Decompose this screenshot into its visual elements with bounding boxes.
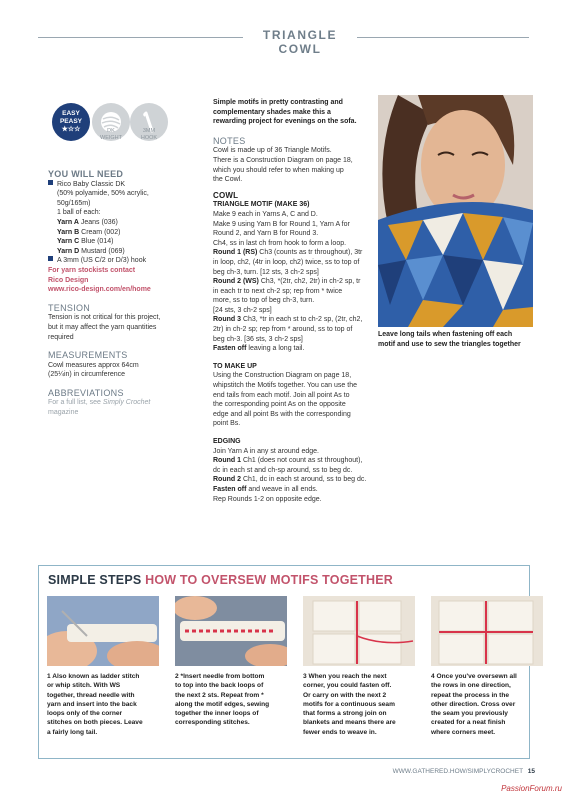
abbreviations-text xyxy=(48,398,200,408)
step-line: Or carry on with the next 2 xyxy=(303,691,387,699)
step-line: corner, you could fasten off. xyxy=(303,682,392,690)
notes-heading: NOTES xyxy=(213,135,246,146)
pattern-line xyxy=(213,456,373,466)
yarn-desc: Jeans (036) xyxy=(78,218,118,226)
difficulty-badge xyxy=(52,103,90,141)
stockists-brand: Rico Design xyxy=(48,276,89,284)
pattern-line: 2tr) in ch-2 sp; rep from * around, ss to top of xyxy=(213,326,353,334)
page-title: TRIANGLE COWL xyxy=(262,28,338,56)
intro-line: rewarding project for evenings on the sofa. xyxy=(213,118,357,126)
simple-steps-panel xyxy=(38,565,530,759)
round-text: Ch3, *(2tr, ch2, 2tr) in ch-2 sp, tr xyxy=(258,278,361,286)
round-text: Ch3, *tr in each st to ch-2 sp, (2tr, ch2, xyxy=(241,316,363,324)
hook-item xyxy=(48,256,200,266)
yarn-name: Yarn C xyxy=(57,238,80,246)
fasten-label: Fasten off xyxy=(213,345,247,353)
pattern-line: [24 sts, 3 ch-2 sps] xyxy=(213,306,272,314)
intro-line: complementary shades make this a xyxy=(213,108,331,116)
pattern-line: more, ss to top of beg ch-3, turn. xyxy=(213,297,315,305)
yarn-item xyxy=(57,247,200,257)
page-footer xyxy=(375,768,535,775)
tension-text: required xyxy=(48,333,74,341)
model-wearing-cowl-image xyxy=(378,95,533,327)
pattern-line xyxy=(213,485,373,495)
photo-caption xyxy=(378,330,538,349)
step-line: motifs for a continuous seam xyxy=(303,700,395,708)
step-line: where corners meet. xyxy=(431,728,496,736)
step-2-photo xyxy=(175,596,287,666)
bullet-icon xyxy=(48,180,53,185)
tension-text: but it may affect the yarn quantities xyxy=(48,323,157,331)
pattern-line xyxy=(213,248,373,258)
pattern-line xyxy=(213,344,373,354)
yarn-item xyxy=(57,228,200,238)
intro-line: Simple motifs in pretty contrasting and xyxy=(213,99,343,106)
step-line: fewer ends to weave in. xyxy=(303,728,377,736)
step-line: 2 *Insert needle from bottom xyxy=(175,673,265,680)
badge-line: EASY xyxy=(62,110,80,117)
label-line: HOOK xyxy=(140,135,158,141)
step-line: to top into the back loops of xyxy=(175,682,264,690)
measurements-text: (25¼in) in circumference xyxy=(48,371,126,379)
edging-heading: EDGING xyxy=(213,438,241,445)
yarn-item xyxy=(57,218,200,228)
notes-line: There is a Construction Diagram on page 18, xyxy=(213,156,353,164)
pattern-line xyxy=(213,315,373,325)
cowl-photo xyxy=(378,95,533,327)
label-line: WEIGHT xyxy=(100,135,122,141)
step-line: stitches on both pieces. Leave xyxy=(47,719,143,727)
yarn-composition: (50% polyamide, 50% acrylic, xyxy=(57,190,149,198)
abbr-text: For a full list, see xyxy=(48,399,103,407)
cowl-heading: COWL xyxy=(213,190,239,200)
bullet-icon xyxy=(48,256,53,261)
notes-line: the Cowl. xyxy=(213,176,243,184)
step-1-text xyxy=(47,672,163,737)
fasten-label: Fasten off xyxy=(213,485,247,493)
footer-url[interactable]: WWW.GATHERED.HOW/SIMPLYCROCHET xyxy=(392,768,523,775)
abbreviations-heading: ABBREVIATIONS xyxy=(48,387,124,398)
stockists-link[interactable]: www.rico-design.com/en/home xyxy=(48,286,151,294)
stockists-text: For yarn stockists contact xyxy=(48,266,136,274)
round-label: Round 1 xyxy=(213,457,241,465)
step-line: created for a neat finish xyxy=(431,719,506,727)
pattern-line xyxy=(213,475,373,485)
yarn-weight: 50g/165m) xyxy=(57,199,91,207)
materials-column xyxy=(48,170,200,418)
yarn-name: Yarn B xyxy=(57,228,80,236)
step-photo-image xyxy=(431,596,543,666)
yarn-item xyxy=(57,237,200,247)
steps-title xyxy=(48,573,393,587)
header-rule-right xyxy=(357,37,529,38)
yarn-name: Yarn D xyxy=(57,247,80,255)
measurements-text: Cowl measures approx 64cm xyxy=(48,361,139,369)
yarn-details xyxy=(48,189,200,256)
step-photo-image xyxy=(175,596,287,666)
step-line: the seam you previously xyxy=(431,710,508,718)
pattern-line: the corresponding point As on the opposite xyxy=(213,401,346,409)
pattern-line xyxy=(213,277,373,287)
pattern-line: Using the Construction Diagram on page 18, xyxy=(213,372,352,380)
hook-size-label xyxy=(129,128,169,142)
step-line: the rows in one direction, xyxy=(431,682,511,690)
pattern-line: end tails from each motif. Join all point As to xyxy=(213,391,350,399)
star-rating: ★☆☆ xyxy=(61,126,81,133)
step-line: loops only of the corner xyxy=(47,710,123,718)
pattern-line: Round 2, and Yarn B for Round 3. xyxy=(213,230,319,238)
page-number: 15 xyxy=(527,768,535,775)
round-label: Round 2 xyxy=(213,476,241,484)
step-1-photo xyxy=(47,596,159,666)
pattern-line: point Bs. xyxy=(213,420,241,428)
pattern-column xyxy=(213,98,373,504)
notes-line: Cowl is made up of 36 Triangle Motifs. xyxy=(213,147,332,155)
step-line: together, thread needle with xyxy=(47,691,135,699)
round-label: Round 1 (RS) xyxy=(213,249,258,257)
pattern-line: Ch4, ss in last ch from hook to form a loop. xyxy=(213,239,347,247)
step-line: 3 When you reach the next xyxy=(303,673,387,680)
step-photo-image xyxy=(47,596,159,666)
step-photo-image xyxy=(303,596,415,666)
step-4-photo xyxy=(431,596,543,666)
yarn-desc: Cream (002) xyxy=(79,228,121,236)
step-3-photo xyxy=(303,596,415,666)
yarn-quantity: 1 ball of each: xyxy=(57,209,101,217)
step-line: yarn and insert into the back xyxy=(47,700,137,708)
step-line: repeat the process in the xyxy=(431,691,510,699)
magazine-name: Simply Crochet xyxy=(102,399,151,407)
pattern-line: Make 9 each in Yarns A, C and D. xyxy=(213,210,318,218)
round-text: Ch1, dc in each st around, ss to beg dc. xyxy=(241,476,367,484)
tension-text: Tension is not critical for this project, xyxy=(48,314,161,322)
round-text: Ch1 (does not count as st throughout), xyxy=(241,457,363,465)
motif-heading: TRIANGLE MOTIF (MAKE 36) xyxy=(213,201,310,209)
step-line: other direction. Cross over xyxy=(431,700,516,708)
yarn-name: Yarn A xyxy=(57,218,79,226)
steps-title-b: HOW TO OVERSEW MOTIFS TOGETHER xyxy=(145,573,394,587)
pattern-line: in loop, ch2, (4tr in loop, ch2) twice, ss to top of xyxy=(213,258,360,266)
pattern-line: edge and all point Bs with the corresponding xyxy=(213,410,351,418)
yarn-brand xyxy=(48,180,200,190)
step-4-text xyxy=(431,672,547,737)
pattern-line: Make 9 using Yarn B for Round 1, Yarn A for xyxy=(213,220,350,228)
you-will-need-heading: YOU WILL NEED xyxy=(48,169,124,179)
watermark: PassionForum.ru xyxy=(501,784,562,793)
yarn-weight-label xyxy=(91,128,131,142)
step-line: a fairly long tail. xyxy=(47,728,98,736)
pattern-line: beg ch-3, turn. [12 sts, 3 ch-2 sps] xyxy=(213,268,319,276)
make-up-heading: TO MAKE UP xyxy=(213,362,257,370)
label-line: 3MM xyxy=(142,128,156,134)
step-line: together the inner loops of xyxy=(175,710,259,718)
badge-line: PEASY xyxy=(59,118,83,125)
step-line: along the motif edges, sewing xyxy=(175,700,270,708)
pattern-line: whipstitch the Motifs together. You can use the xyxy=(213,382,357,390)
yarn-desc: Mustard (069) xyxy=(79,247,125,255)
step-line: 4 Once you've oversewn all xyxy=(431,673,517,680)
intro-text xyxy=(213,98,373,127)
yarn-brand-text: Rico Baby Classic DK xyxy=(57,180,126,188)
pattern-line: dc in each st and ch-sp around, ss to beg dc. xyxy=(213,466,353,474)
abbr-text: magazine xyxy=(48,409,79,417)
pattern-line: Join Yarn A in any st around edge. xyxy=(213,447,319,455)
round-label: Round 2 (WS) xyxy=(213,278,259,286)
step-line: blankets and means there are xyxy=(303,719,396,727)
caption-line: Leave long tails when fastening off each xyxy=(378,331,513,338)
step-3-text xyxy=(303,672,419,737)
notes-line: which you should refer to when making up xyxy=(213,166,344,174)
step-line: that forms a strong join on xyxy=(303,710,387,718)
pattern-line: Rep Rounds 1-2 on opposite edge. xyxy=(213,495,322,503)
tension-heading: TENSION xyxy=(48,302,91,313)
pattern-line: in each tr to next ch-2 sp; rep from * twice xyxy=(213,287,343,295)
step-line: the next 2 sts. Repeat from * xyxy=(175,691,264,699)
fasten-text: leaving a long tail. xyxy=(246,345,305,353)
header-rule-left xyxy=(38,37,243,38)
pattern-line: beg ch-3. [36 sts, 3 ch-2 sps] xyxy=(213,335,303,343)
measurements-heading: MEASUREMENTS xyxy=(48,350,128,361)
round-label: Round 3 xyxy=(213,316,241,324)
fasten-text: and weave in all ends. xyxy=(246,485,318,493)
step-line: or whip stitch. With WS xyxy=(47,682,121,690)
hook-text: A 3mm (US C/2 or D/3) hook xyxy=(57,257,147,265)
step-line: corresponding stitches. xyxy=(175,719,250,727)
yarn-desc: Blue (014) xyxy=(79,238,114,246)
round-text: Ch3 (counts as tr throughout), 3tr xyxy=(257,249,363,257)
step-line: 1 Also known as ladder stitch xyxy=(47,673,140,680)
steps-title-a: SIMPLE STEPS xyxy=(48,573,142,587)
caption-line: motif and use to sew the triangles together xyxy=(378,340,521,348)
step-2-text xyxy=(175,672,291,728)
label-line: DK xyxy=(107,128,115,134)
